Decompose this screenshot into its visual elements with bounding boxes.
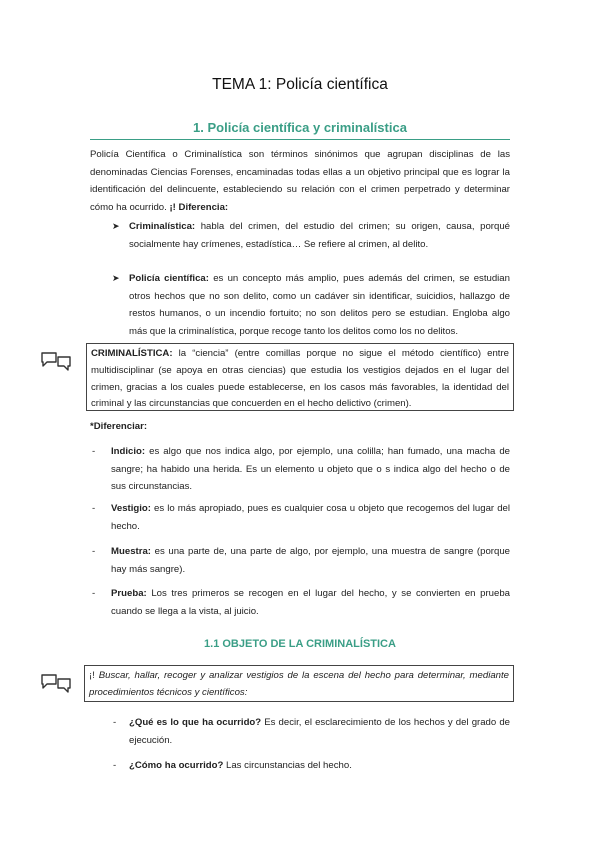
bullet-criminalistica (129, 218, 510, 253)
item-text: es lo más apropiado, pues es cualquier cosa u objeto que recogemos del lugar del hecho. (111, 503, 510, 532)
item-prueba (111, 585, 510, 620)
item-term: Vestigio: (111, 503, 151, 514)
dash-bullet: - (113, 717, 117, 728)
item-term: Muestra: (111, 546, 151, 557)
objeto-item-que (129, 714, 510, 749)
item-text: Es decir, el esclarecimiento de los hechos y del grado de ejecución. (129, 717, 510, 746)
item-text: Las circunstancias del hecho. (223, 760, 352, 771)
bullet-term: Policía científica: (129, 273, 209, 284)
page-title: TEMA 1: Policía científica (212, 76, 388, 93)
item-muestra (111, 543, 510, 578)
item-indicio (111, 443, 510, 496)
box-term: CRIMINALÍSTICA: (91, 348, 173, 359)
objeto-item-como (129, 757, 510, 775)
dash-bullet: - (92, 546, 96, 557)
bullet-term: Criminalística: (129, 221, 196, 232)
item-text: es una parte de, una parte de algo, por ejemplo, una muestra de sangre (porque hay más sangre). (111, 546, 510, 575)
dash-bullet: - (92, 588, 96, 599)
section-heading-1: 1. Policía científica y criminalística (193, 120, 407, 135)
objeto-box (84, 665, 514, 702)
box-prefix: ¡! (89, 670, 99, 681)
dash-bullet: - (113, 760, 117, 771)
intro-paragraph (90, 146, 510, 217)
arrow-bullet-icon: ➤ (112, 273, 120, 283)
intro-bold: ¡! Diferencia: (166, 202, 229, 214)
item-term: ¿Qué es lo que ha ocurrido? (129, 717, 262, 728)
item-text: es algo que nos indica algo, por ejemplo, una colilla; han fumado, una macha de sangre; ha habido una herida. Es un elemento u objeto que o s indica algo del hecho o de sus circunstancias. (111, 446, 510, 493)
speech-bubbles-icon (40, 672, 72, 694)
bullet-text: es un concepto más amplio, pues además del crimen, se estudian otros hechos que no son delito, como un cadáver sin identificar, suicidios, hallazgo de restos humanos, o un incendio fortuito; no son delitos pero se estudian. Engloba algo más que la criminalística, porque recoge tanto los delitos como los no delitos. (129, 273, 510, 338)
differentiate-label: *Diferenciar: (90, 421, 148, 432)
bullet-policia-cientifica (129, 270, 510, 341)
section-heading-2: 1.1 OBJETO DE LA CRIMINALÍSTICA (204, 638, 396, 650)
speech-bubbles-icon (40, 350, 72, 372)
box-italic-text: Buscar, hallar, recoger y analizar vestigios de la escena del hecho para determinar, mediante procedimientos técnicos y científicos: (89, 670, 510, 698)
dash-bullet: - (92, 446, 96, 457)
bullet-text: habla del crimen, del estudio del crimen; su origen, causa, porqué socialmente hay crímenes, estadística… Se refiere al crimen, al delito. (129, 221, 510, 250)
item-vestigio (111, 500, 510, 535)
criminalistica-definition-box (86, 343, 514, 411)
item-term: ¿Cómo ha ocurrido? (129, 760, 224, 771)
arrow-bullet-icon: ➤ (112, 221, 120, 231)
item-text: Los tres primeros se recogen en el lugar del hecho, y se convierten en prueba cuando se llega a la vista, al juicio. (111, 588, 510, 617)
box-text: la “ciencia” (entre comillas porque no sigue el método científico) entre multidisciplinar (se apoya en otras ciencias) que estudia los vestigios dejados en el lugar del crimen, gracias a los cuales puede establecerse, en los casos más favorables, la identidad del criminal y las circunstancias que concuerden en el hecho delictivo (crimen). (91, 348, 509, 410)
item-term: Prueba: (111, 588, 147, 599)
item-term: Indicio: (111, 446, 146, 457)
section-heading-rule (90, 139, 510, 140)
dash-bullet: - (92, 503, 96, 514)
intro-text: Policía Científica o Criminalística son términos sinónimos que agrupan disciplinas de las denominadas Ciencias Forenses, encaminadas todas ellas a un objetivo principal que es lograr la identificación del delincuente, estableciendo su relación con el crimen perpetrado y determinar cómo ha ocurrido. (90, 149, 510, 214)
